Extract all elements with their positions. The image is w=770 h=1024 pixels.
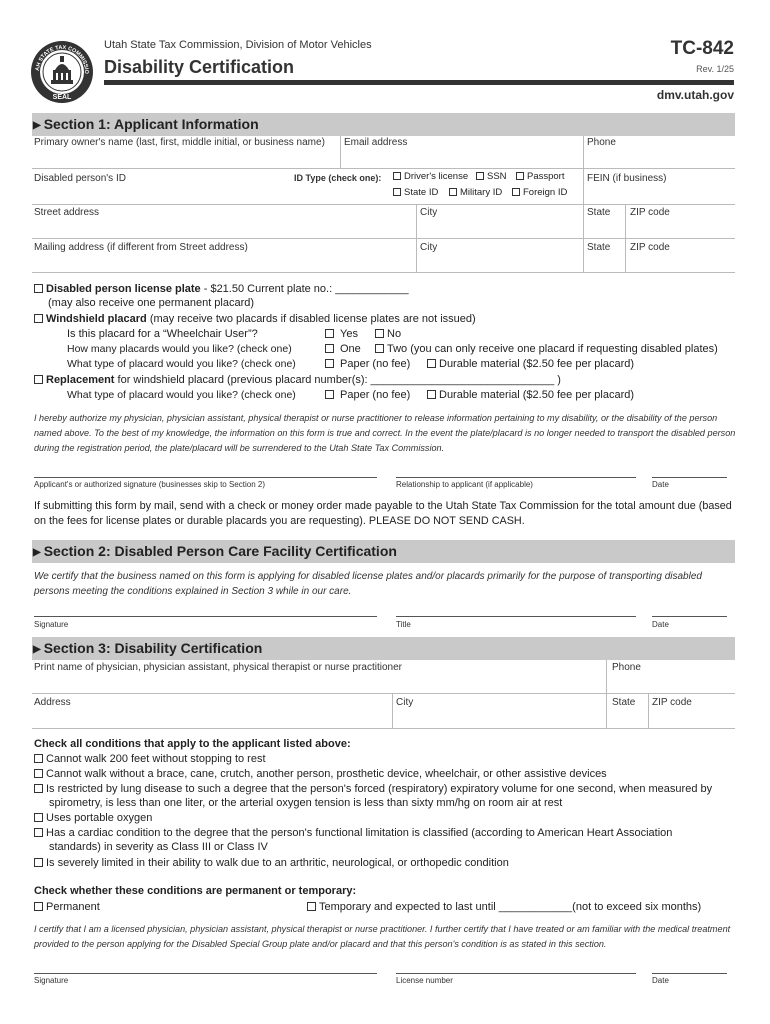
facility-statement: We certify that the business named on this form is applying for disabled license plates and/or placards primarily for the purpose of transporting disabled persons meeting the conditions explained in Section 3 while in our care. — [34, 571, 702, 597]
street-state-field[interactable]: State — [587, 207, 611, 218]
divider — [32, 168, 735, 169]
section-1-title: Section 1: Applicant Information — [43, 116, 259, 132]
header-rule — [104, 80, 734, 85]
form-title: Disability Certification — [104, 57, 295, 77]
utah-seal-logo — [30, 40, 94, 104]
mail-payment-note: If submitting this form by mail, send with a check or money order made payable to the Utah State Tax Commission for the total amount due (based on the fees for license plates or durable placards you are requesting). PLEASE DO NOT SEND CASH. — [34, 500, 732, 527]
wheelchair-no-checkbox[interactable]: No — [375, 327, 401, 342]
license-plate-checkbox[interactable]: Disabled person license plate - $21.50 Current plate no.: ____________ — [34, 282, 409, 297]
practitioner-certification: I certify that I am a licensed physician, physician assistant, physical therapist or nurse practitioner. I further certify that I have treated or am familiar with the medical treatment provided to the person applying for the Disabled Special Group plate and/or placard and that this person's condition is as stated in this section. — [34, 924, 731, 949]
triangle-right-icon: ▶ — [33, 120, 41, 131]
facility-signature-label: Signature — [34, 620, 69, 629]
practitioner-address-field[interactable]: Address — [34, 697, 71, 708]
divider — [392, 693, 393, 728]
practitioner-city-field[interactable]: City — [396, 697, 414, 708]
divider — [606, 660, 607, 728]
placard-one-checkbox[interactable]: One — [325, 342, 361, 357]
permanence-heading: Check whether these conditions are permanent or temporary: — [34, 885, 357, 897]
facility-title-line[interactable] — [396, 616, 636, 617]
conditions-heading: Check all conditions that apply to the applicant listed above: — [34, 738, 351, 750]
id-type-label: ID Type (check one): — [294, 173, 382, 183]
practitioner-state-field[interactable]: State — [612, 697, 636, 708]
svg-text:SEAL: SEAL — [52, 94, 72, 101]
permanent-checkbox[interactable]: Permanent — [34, 900, 100, 915]
placard-durable-checkbox[interactable]: Durable material ($2.50 fee per placard) — [427, 357, 634, 372]
wheelchair-question: Is this placard for a “Wheelchair User”? — [67, 328, 258, 340]
disabled-person-id-field[interactable]: Disabled person's ID — [34, 173, 126, 184]
condition-assistive-device-checkbox[interactable]: Cannot walk without a brace, cane, crutch, another person, prosthetic device, wheelchair, or other assistive devices — [34, 767, 607, 782]
windshield-placard-checkbox[interactable]: Windshield placard (may receive two placards if disabled license plates are not issued) — [34, 312, 476, 327]
applicant-signature-label: Applicant's or authorized signature (businesses skip to Section 2) — [34, 480, 265, 489]
how-many-question: How many placards would you like? (check one) — [67, 343, 292, 355]
divider — [32, 204, 735, 205]
divider — [32, 272, 735, 273]
practitioner-zip-field[interactable]: ZIP code — [652, 697, 692, 708]
condition-arthritic-checkbox[interactable]: Is severely limited in their ability to walk due to an arthritic, neurological, or orthopedic condition — [34, 856, 509, 871]
practitioner-signature-label: Signature — [34, 976, 69, 985]
license-number-line[interactable] — [396, 973, 636, 974]
placard-type-question: What type of placard would you like? (check one) — [67, 358, 296, 370]
practitioner-phone-field[interactable]: Phone — [612, 662, 641, 673]
divider — [625, 204, 626, 272]
condition-cardiac-checkbox[interactable]: Has a cardiac condition to the degree that the person's functional limitation is classified (according to American Heart Association — [34, 826, 672, 841]
replacement-paper-checkbox[interactable]: Paper (no fee) — [325, 388, 410, 403]
section-2-title: Section 2: Disabled Person Care Facility Certification — [43, 543, 397, 559]
condition-walk-200-checkbox[interactable]: Cannot walk 200 feet without stopping to rest — [34, 752, 266, 767]
website-link[interactable]: dmv.utah.gov — [656, 88, 734, 102]
mailing-state-field[interactable]: State — [587, 242, 611, 253]
id-type-ssn-checkbox[interactable]: SSN — [476, 170, 507, 184]
divider — [648, 693, 649, 728]
relationship-line[interactable] — [396, 477, 636, 478]
condition-lung-disease-cont: spirometry, is less than one liter, or the arterial oxygen tension is less than sixty mm/hg on room air at rest — [49, 797, 563, 809]
condition-lung-disease-checkbox[interactable]: Is restricted by lung disease to such a degree that the person's forced (respiratory) expiratory volume for one second, when measured by — [34, 782, 712, 797]
practitioner-signature-line[interactable] — [34, 973, 377, 974]
section-3-title: Section 3: Disability Certification — [43, 640, 263, 656]
practitioner-date-line[interactable] — [652, 973, 727, 974]
email-field[interactable]: Email address — [344, 137, 408, 148]
facility-date-label: Date — [652, 620, 669, 629]
mailing-address-field[interactable]: Mailing address (if different from Street address) — [34, 242, 248, 253]
owner-name-field[interactable]: Primary owner's name (last, first, middle initial, or business name) — [34, 137, 325, 148]
street-zip-field[interactable]: ZIP code — [630, 207, 670, 218]
placard-two-checkbox[interactable]: Two (you can only receive one placard if requesting disabled plates) — [375, 342, 718, 357]
street-city-field[interactable]: City — [420, 207, 438, 218]
facility-title-label: Title — [396, 620, 411, 629]
divider — [416, 204, 417, 272]
id-type-state-id-checkbox[interactable]: State ID — [393, 186, 438, 200]
triangle-right-icon: ▶ — [33, 644, 41, 655]
mailing-zip-field[interactable]: ZIP code — [630, 242, 670, 253]
practitioner-date-label: Date — [652, 976, 669, 985]
authorization-statement: I hereby authorize my physician, physician assistant, physical therapist or nurse practitioner to release information pertaining to my disability, or the disability of the person named above. To the best of my knowledge, the information on this form is true and correct. In the event the plate/placard is no longer needed to transport the disabled person during the registration period, the plate/placard will be surrendered to the Utah State Tax Commission. — [34, 413, 736, 453]
relationship-label: Relationship to applicant (if applicable) — [396, 480, 533, 489]
wheelchair-yes-checkbox[interactable]: Yes — [325, 327, 358, 342]
id-type-foreign-id-checkbox[interactable]: Foreign ID — [512, 186, 567, 200]
fein-field[interactable]: FEIN (if business) — [587, 173, 667, 184]
id-type-military-id-checkbox[interactable]: Military ID — [449, 186, 502, 200]
license-number-label: License number — [396, 976, 453, 985]
applicant-date-line[interactable] — [652, 477, 727, 478]
phone-field[interactable]: Phone — [587, 137, 616, 148]
divider — [340, 136, 341, 168]
agency-name: Utah State Tax Commission, Division of Motor Vehicles — [104, 39, 372, 51]
applicant-date-label: Date — [652, 480, 669, 489]
form-number: TC-842 — [670, 38, 734, 59]
temporary-checkbox[interactable]: Temporary and expected to last until ____________(not to exceed six months) — [307, 900, 701, 915]
practitioner-name-field[interactable]: Print name of physician, physician assistant, physical therapist or nurse practitioner — [34, 662, 402, 673]
revision-date: Rev. 1/25 — [696, 64, 734, 74]
divider — [32, 693, 735, 694]
id-type-drivers-license-checkbox[interactable]: Driver's license — [393, 170, 468, 184]
replacement-placard-checkbox[interactable]: Replacement for windshield placard (previous placard number(s): ______________________________ ) — [34, 373, 561, 388]
divider — [32, 238, 735, 239]
replacement-type-question: What type of placard would you like? (check one) — [67, 389, 296, 401]
placard-paper-checkbox[interactable]: Paper (no fee) — [325, 357, 410, 372]
facility-signature-line[interactable] — [34, 616, 377, 617]
divider — [583, 136, 584, 272]
mailing-city-field[interactable]: City — [420, 242, 438, 253]
section-2-header — [32, 540, 735, 563]
street-address-field[interactable]: Street address — [34, 207, 100, 218]
svg-text:UTAH STATE TAX COMMISSION: AH STATE TAX COMMISSIO — [34, 44, 90, 74]
condition-cardiac-cont: standards) in severity as Class III or Class IV — [49, 841, 268, 853]
replacement-durable-checkbox[interactable]: Durable material ($2.50 fee per placard) — [427, 388, 634, 403]
divider — [32, 728, 735, 729]
facility-date-line[interactable] — [652, 616, 727, 617]
license-plate-note: (may also receive one permanent placard) — [48, 297, 255, 309]
section-3-header — [32, 637, 735, 660]
applicant-signature-line[interactable] — [34, 477, 377, 478]
triangle-right-icon: ▶ — [33, 547, 41, 558]
id-type-passport-checkbox[interactable]: Passport — [516, 170, 565, 184]
section-1-header — [32, 113, 735, 136]
condition-oxygen-checkbox[interactable]: Uses portable oxygen — [34, 811, 152, 826]
